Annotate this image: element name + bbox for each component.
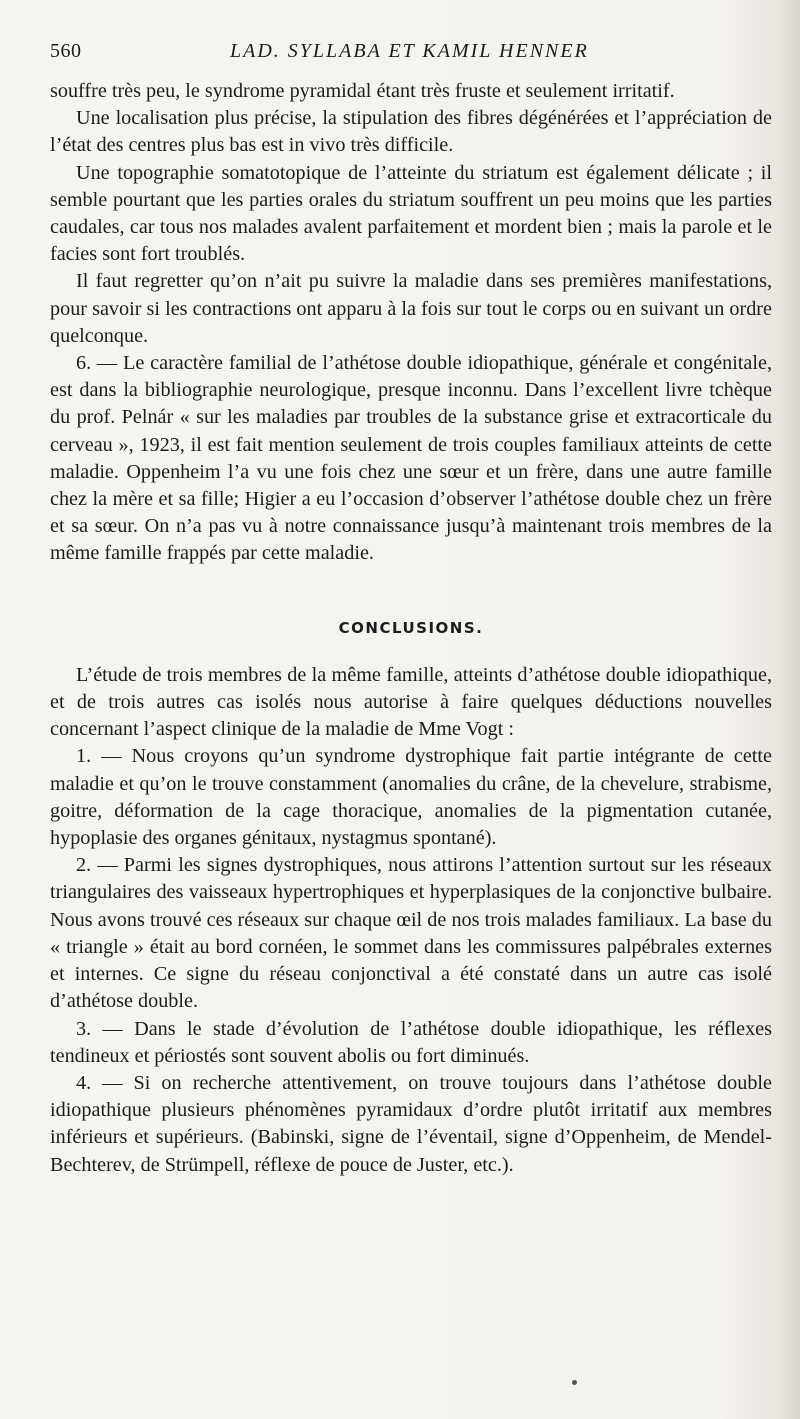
section-heading-conclusions: CONCLUSIONS. <box>338 618 484 637</box>
running-head: LAD. SYLLABA ET KAMIL HENNER <box>230 40 589 62</box>
conclusions-intro: L’étude de trois membres de la même famille, atteints d’athétose double idiopathique, et de trois autres cas isolés nous autorise à faire quelques déductions nouvelles concernant l’aspect clinique de la maladie de Mme Vogt : <box>50 663 772 741</box>
conclusion-item: 2. — Parmi les signes dystrophiques, nous attirons l’attention surtout sur les réseaux triangulaires des vaisseaux hypertrophiques et hyperplasiques de la conjonctive bulbaire. Nous avons trouvé ces réseaux sur chaque œil de nos trois malades familiaux. La base du « triangle » était au bord cornéen, le sommet dans les commissures palpébrales externes et internes. Ce signe du réseau conjonctival a été constaté dans un autre cas isolé d’athétose double. <box>50 854 772 1013</box>
paragraph: Une localisation plus précise, la stipulation des fibres dégénérées et l’appréciation de l’état des centres plus bas est in vivo très difficile. <box>50 107 772 157</box>
conclusion-item: 1. — Nous croyons qu’un syndrome dystrophique fait partie intégrante de cette maladie et qu’on le trouve constamment (anomalies du crâne, de la chevelure, strabisme, goitre, déformation de la cage thoracique, anomalies de la pigmentation cutanée, hypoplasie des organes génitaux, nystagmus spontané). <box>50 745 772 850</box>
ink-dot <box>572 1380 577 1385</box>
paragraph: Une topographie somatotopique de l’atteinte du striatum est également délicate ; il semble pourtant que les parties orales du striatum souffrent un peu moins que les parties caudales, car tous nos malades avalent parfaitement et mordent bien ; mais la parole et le facies sont fort troublés. <box>50 161 772 266</box>
conclusion-item: 4. — Si on recherche attentivement, on trouve toujours dans l’athétose double idiopathique plusieurs phénomènes pyramidaux d’ordre plutôt irritatif aux membres inférieurs et supérieurs. (Babinski, signe de l’éventail, signe d’Oppenheim, de Mendel-Bechterev, de Strümpell, réflexe de pouce de Juster, etc.). <box>50 1071 772 1176</box>
paragraph: souffre très peu, le syndrome pyramidal étant très fruste et seulement irritatif. <box>50 80 675 102</box>
page-number: 560 <box>50 40 82 62</box>
conclusion-item: 3. — Dans le stade d’évolution de l’athétose double idiopathique, les réflexes tendineux et périostés sont souvent abolis ou fort diminués. <box>50 1017 772 1067</box>
paragraph: Il faut regretter qu’on n’ait pu suivre la maladie dans ses premières manifestations, pour savoir si les contractions ont apparu à la fois sur tout le corps ou en suivant un ordre quelconque. <box>50 270 772 347</box>
paragraph: 6. — Le caractère familial de l’athétose double idiopathique, générale et congénitale, est dans la bibliographie neurologique, presque inconnu. Dans l’excellent livre tchèque du prof. Pelnár « sur les maladies par troubles de la substance grise et extracorticale du cerveau », 1923, il est fait mention seulement de trois couples familiaux atteints de cette maladie. Oppenheim l’a vu une fois chez une sœur et un frère, dans une autre famille chez la mère et sa fille; Higier a eu l’occasion d’observer l’athétose double chez un frère et sa sœur. On n’a pas vu à notre connaissance jusqu’à maintenant trois membres de la même famille frappés par cette maladie. <box>50 352 772 565</box>
body-text <box>50 78 772 1179</box>
page-header <box>50 36 770 66</box>
